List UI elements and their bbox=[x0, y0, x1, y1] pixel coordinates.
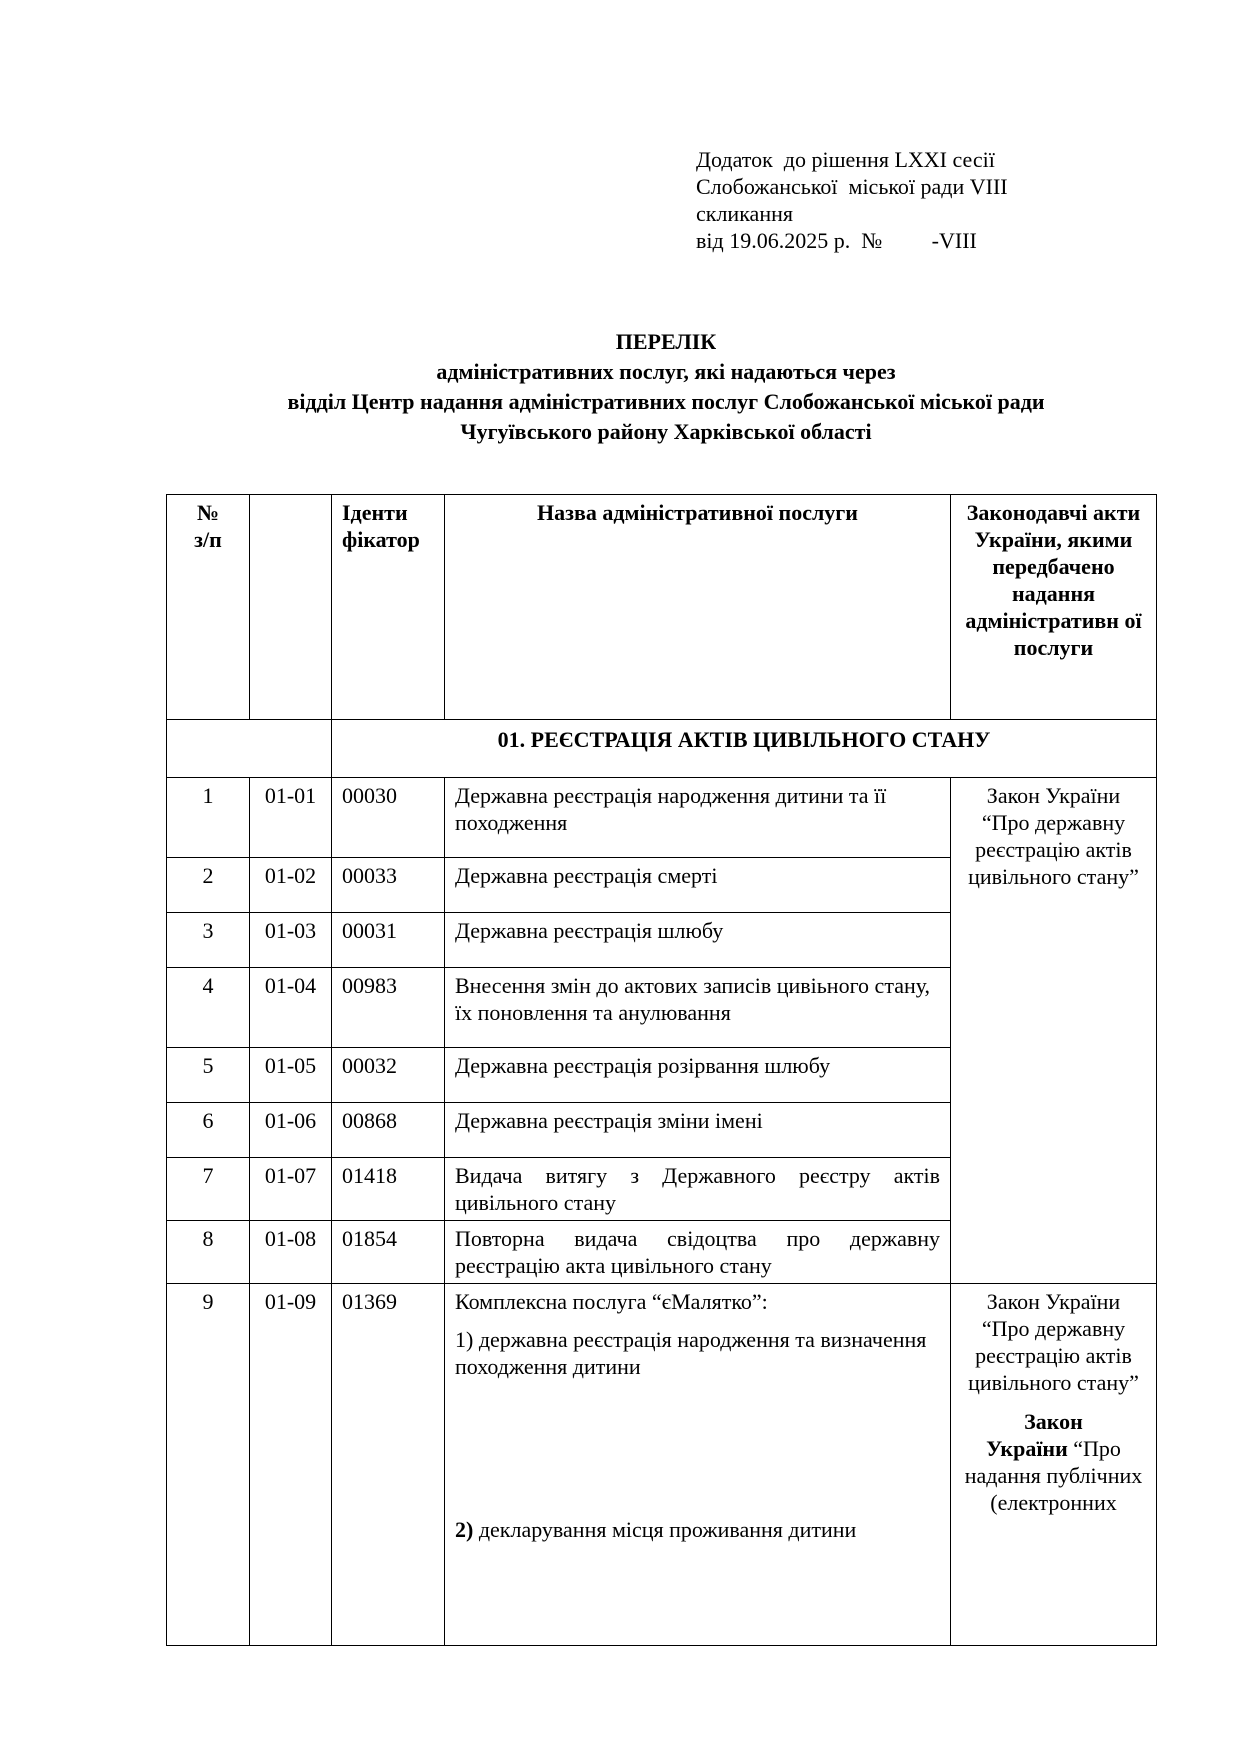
complex-service-item-1: 1) державна реєстрація народження та визначення походження дитини bbox=[455, 1327, 927, 1379]
heading-line: відділ Центр надання адміністративних послуг Слобожанської міської ради bbox=[287, 389, 1045, 414]
row-identifier: 00868 bbox=[332, 1103, 445, 1158]
document-title: ПЕРЕЛІК bbox=[615, 329, 717, 354]
row-code: 01-06 bbox=[250, 1103, 332, 1158]
row-num: 6 bbox=[167, 1103, 250, 1158]
row-num: 8 bbox=[167, 1221, 250, 1284]
row-identifier: 00033 bbox=[332, 858, 445, 913]
section-row bbox=[167, 720, 1157, 778]
annex-line: від 19.06.2025 р. № -VIII bbox=[696, 228, 977, 253]
row-law: Закон України “Про державну реєстрацію актів цивільного стану” bbox=[951, 778, 1157, 1284]
section-title: 01. РЕЄСТРАЦІЯ АКТІВ ЦИВІЛЬНОГО СТАНУ bbox=[332, 720, 1157, 778]
row-identifier: 00030 bbox=[332, 778, 445, 858]
table-row bbox=[167, 778, 1157, 858]
row-law-complex bbox=[951, 1284, 1157, 1646]
annex-line: Слобожанської міської ради VIII bbox=[696, 174, 1008, 199]
law-public-services bbox=[961, 1408, 1146, 1516]
row-identifier: 01418 bbox=[332, 1158, 445, 1221]
header-identifier: Іденти фікатор bbox=[332, 495, 445, 720]
row-service-name: Державна реєстрація зміни імені bbox=[445, 1103, 951, 1158]
section-empty-cell bbox=[167, 720, 332, 778]
complex-service-item-2 bbox=[455, 1516, 940, 1543]
row-num: 5 bbox=[167, 1048, 250, 1103]
annex-line: Додаток до рішення LXXI сесії bbox=[696, 147, 995, 172]
row-service-name-complex bbox=[445, 1284, 951, 1646]
complex-service-title: Комплексна послуга “єМалятко”: bbox=[455, 1289, 768, 1314]
header-code bbox=[250, 495, 332, 720]
services-table bbox=[166, 494, 1157, 1646]
law-public-services-rest: “Про надання публічних (електронних bbox=[964, 1436, 1143, 1515]
row-service-name: Державна реєстрація смерті bbox=[445, 858, 951, 913]
table-header-row bbox=[167, 495, 1157, 720]
document-heading bbox=[166, 327, 1166, 447]
row-service-name: Державна реєстрація народження дитини та її походження bbox=[445, 778, 951, 858]
row-service-name: Повторна видача свідоцтва про державну реєстрацію акта цивільного стану bbox=[445, 1221, 951, 1284]
row-num: 2 bbox=[167, 858, 250, 913]
row-num: 3 bbox=[167, 913, 250, 968]
row-service-name: Внесення змін до актових записів цивіьного стану, їх поновлення та анулювання bbox=[445, 968, 951, 1048]
row-num: 1 bbox=[167, 778, 250, 858]
row-code: 01-04 bbox=[250, 968, 332, 1048]
row-code: 01-07 bbox=[250, 1158, 332, 1221]
heading-line: адміністративних послуг, які надаються через bbox=[436, 359, 896, 384]
law-public-services-country: України bbox=[986, 1436, 1068, 1461]
item-2-number: 2) bbox=[455, 1517, 474, 1542]
row-identifier: 01854 bbox=[332, 1221, 445, 1284]
row-identifier: 00032 bbox=[332, 1048, 445, 1103]
row-code: 01-08 bbox=[250, 1221, 332, 1284]
law-public-services-word: Закон bbox=[1024, 1409, 1083, 1434]
row-identifier: 00031 bbox=[332, 913, 445, 968]
row-identifier: 00983 bbox=[332, 968, 445, 1048]
annex-note bbox=[696, 146, 1116, 254]
law-civil-registration: Закон України “Про державну реєстрацію актів цивільного стану” bbox=[968, 1289, 1139, 1395]
row-service-name: Видача витягу з Державного реєстру актів цивільного стану bbox=[445, 1158, 951, 1221]
row-code: 01-02 bbox=[250, 858, 332, 913]
row-code: 01-05 bbox=[250, 1048, 332, 1103]
row-service-name: Державна реєстрація розірвання шлюбу bbox=[445, 1048, 951, 1103]
header-service-name: Назва адміністративної послуги bbox=[445, 495, 951, 720]
row-identifier: 01369 bbox=[332, 1284, 445, 1646]
heading-line: Чугуївського району Харківської області bbox=[460, 419, 872, 444]
header-law: Законодавчі акти України, якими передбачено надання адміністративн ої послуги bbox=[951, 495, 1157, 720]
row-code: 01-03 bbox=[250, 913, 332, 968]
row-code: 01-09 bbox=[250, 1284, 332, 1646]
annex-line: скликання bbox=[696, 201, 793, 226]
row-code: 01-01 bbox=[250, 778, 332, 858]
row-num: 9 bbox=[167, 1284, 250, 1646]
row-service-name: Державна реєстрація шлюбу bbox=[445, 913, 951, 968]
row-num: 4 bbox=[167, 968, 250, 1048]
table-row bbox=[167, 1284, 1157, 1646]
item-2-text: декларування місця проживання дитини bbox=[473, 1517, 857, 1542]
row-num: 7 bbox=[167, 1158, 250, 1221]
header-num: № з/п bbox=[167, 495, 250, 720]
